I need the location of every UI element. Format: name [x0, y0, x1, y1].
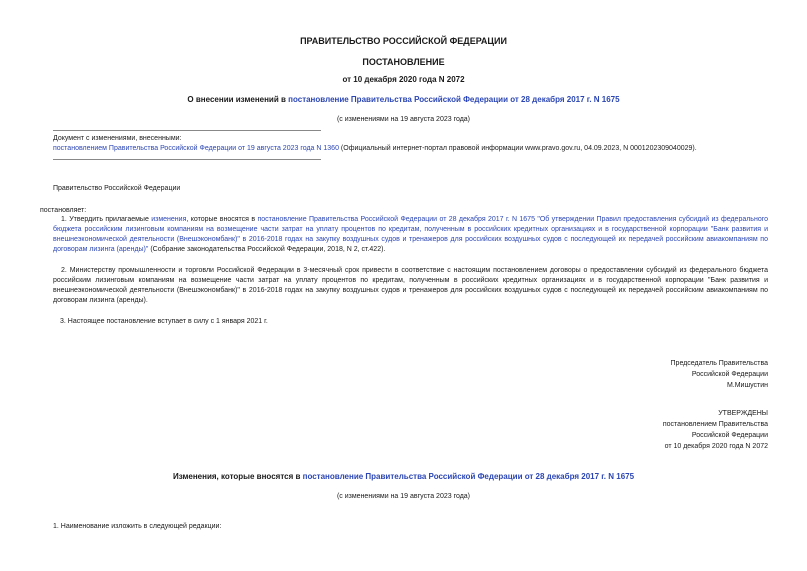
signature-line-2: Российской Федерации [691, 371, 768, 378]
p1-part-b: , которые вносятся в [186, 216, 258, 223]
approved-line-2: постановлением Правительства [662, 421, 768, 428]
paragraph-3: 3. Настоящее постановление вступает в силу с 1 января 2021 г. [60, 318, 268, 325]
changes-heading: Документ с изменениями, внесенными: [53, 135, 182, 142]
signature-line-1: Председатель Правительства [670, 360, 768, 367]
changes-top-divider [53, 130, 321, 131]
p1-link-changes[interactable]: изменения [151, 216, 187, 223]
p1-link-decree[interactable]: постановление Правительства Российской Федерации от 28 декабря 2017 г. N 1675 "Об утверждении Правил предоставления субсидий из федерального бюджета российским лизинговым компаниям на возмещение части затрат на уплату процентов по кредитам, полученным в российских кредитных организациях и в государственной корпорации "Банк развития и внешнеэкономической деятельности (Внешэкономбанк)" в 2016-2018 годах на закупку воздушных судов и тренажеров для российских воздушных судов с последующей их передачей российским авиакомпаниям по договорам лизинга (аренды)" [53, 216, 769, 253]
government-heading: ПРАВИТЕЛЬСТВО РОССИЙСКОЙ ФЕДЕРАЦИИ [300, 36, 507, 46]
changes-link[interactable]: постановлением Правительства Российской Федерации от 19 августа 2023 года N 1360 [53, 145, 339, 152]
signature-name: М.Мишустин [726, 382, 768, 389]
p1-part-c: (Собрание законодательства Российской Федерации, 2018, N 2, ст.422). [148, 246, 386, 253]
intro-text: Правительство Российской Федерации [53, 185, 181, 192]
revision-note: (с изменениями на 19 августа 2023 года) [336, 116, 471, 123]
changes-entry [53, 144, 697, 154]
changes-bottom-divider [53, 159, 321, 160]
paragraph-2: 2. Министерству промышленности и торговли Российской Федерации в 3-месячный срок привести в соответствие с настоящим постановлением договоры о предоставлении субсидий из федерального бюджета российским лизинговым компаниям на возмещение части затрат на уплату процентов по кредитам, полученным в российских кредитных организациях и в государственной корпорации "Банк развития и внешнеэкономической деятельности (Внешэкономбанк)" в 2016-2018 годах на закупку воздушных судов и тренажеров для российских воздушных судов с последующей их передачей российским авиакомпаниям по договорам лизинга (аренды). [53, 267, 768, 304]
annex-title-link[interactable]: постановление Правительства Российской Федерации от 28 декабря 2017 г. N 1675 [302, 472, 635, 481]
doc-title [0, 95, 807, 104]
signature-block [560, 358, 768, 391]
doc-title-link[interactable]: постановление Правительства Российской Федерации от 28 декабря 2017 г. N 1675 [288, 95, 620, 104]
annex-title [0, 472, 807, 481]
p1-part-a: 1. Утвердить прилагаемые [61, 216, 152, 223]
annex-title-prefix: Изменения, которые вносятся в [172, 472, 303, 481]
annex-revision-note: (с изменениями на 19 августа 2023 года) [336, 493, 471, 500]
approved-line-3: Российской Федерации [691, 432, 768, 439]
doc-date-number: от 10 декабря 2020 года N 2072 [342, 75, 465, 84]
doc-title-prefix: О внесении изменений в [187, 95, 289, 104]
annex-item-1: 1. Наименование изложить в следующей редакции: [53, 523, 222, 530]
approved-line-4: от 10 декабря 2020 года N 2072 [664, 443, 768, 450]
doc-type-heading: ПОСТАНОВЛЕНИЕ [362, 57, 445, 67]
paragraph-1 [53, 215, 768, 255]
changes-source: (Официальный интернет-портал правовой информации www.pravo.gov.ru, 04.09.2023, N 0001202309040029). [338, 145, 697, 152]
decrees-text: постановляет: [40, 207, 87, 214]
approved-line-1: УТВЕРЖДЕНЫ [718, 410, 768, 417]
approved-block [560, 408, 768, 452]
